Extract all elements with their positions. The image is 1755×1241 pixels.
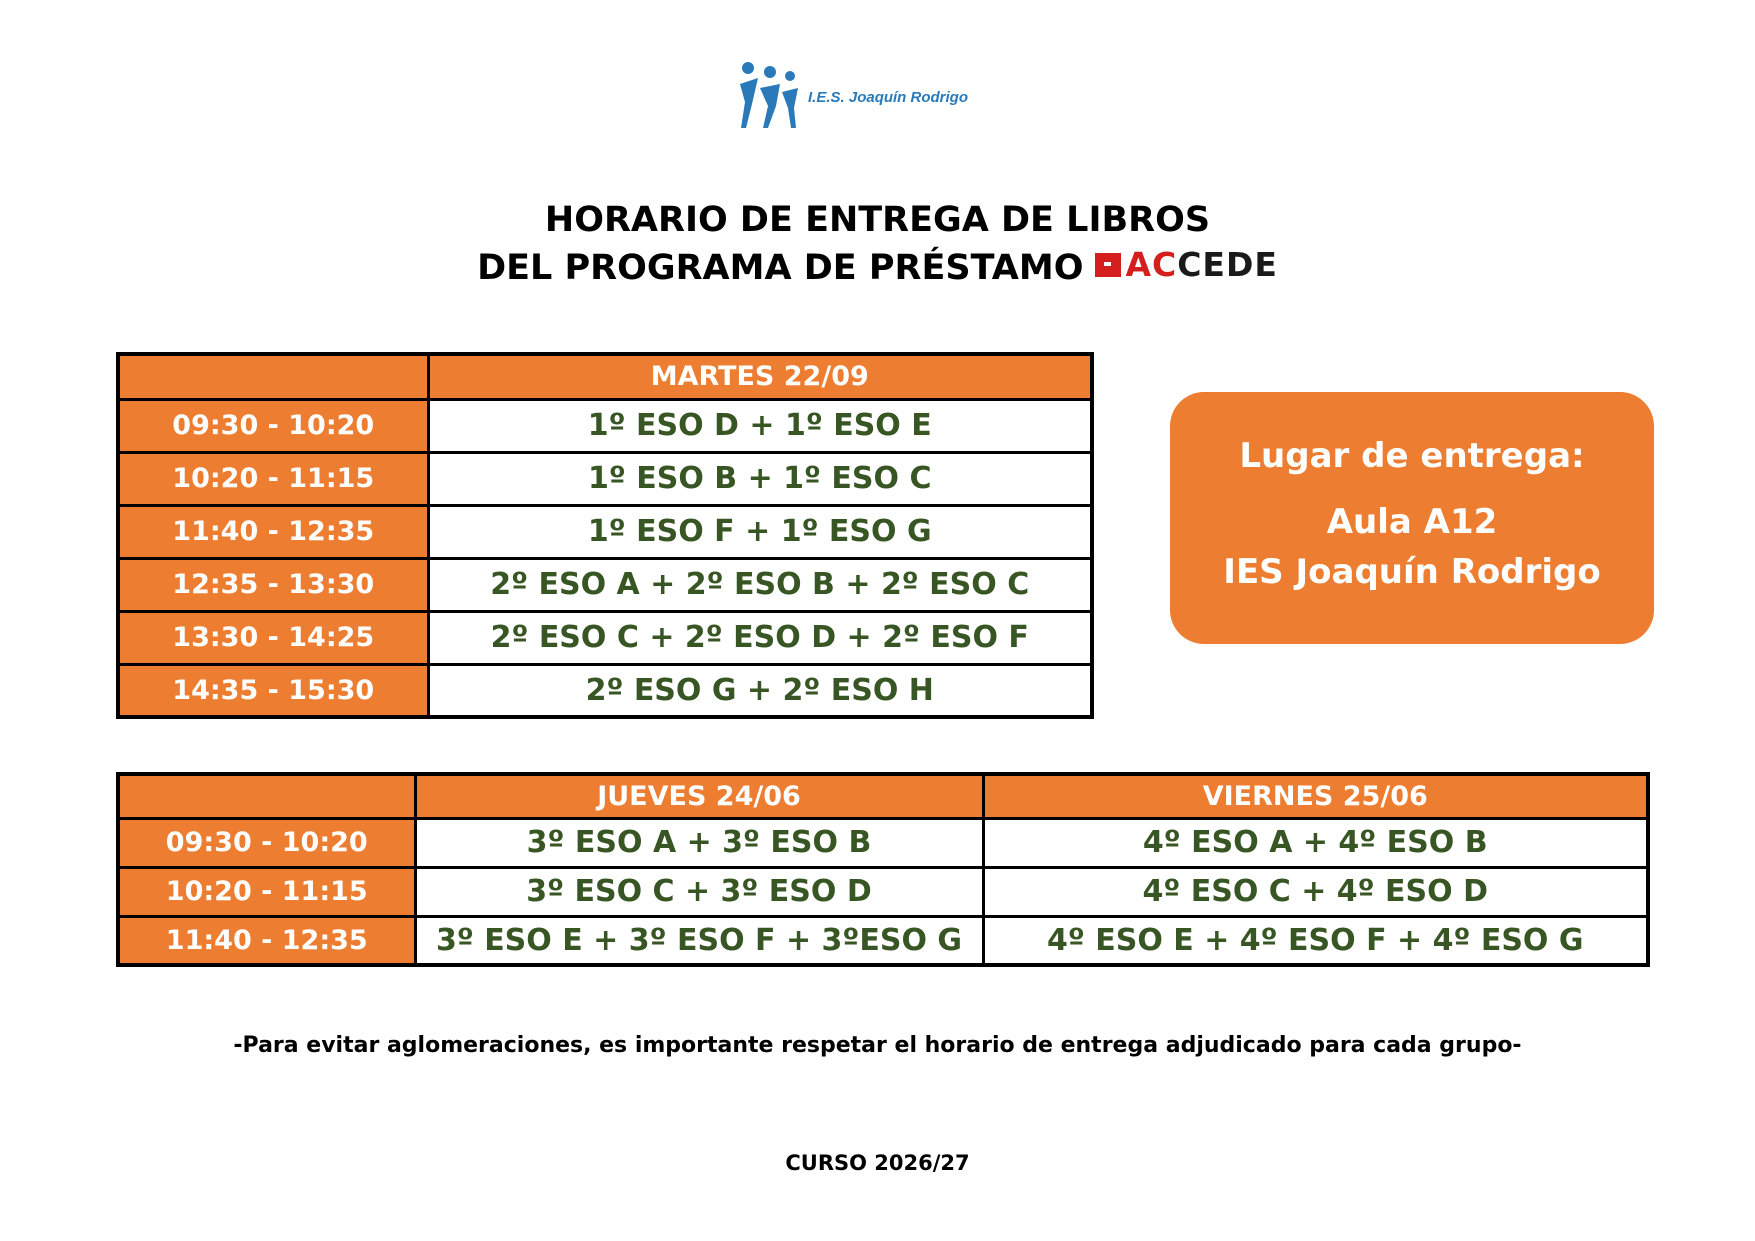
table-row: [118, 558, 1092, 611]
accede-logo-dark: CEDE: [1177, 245, 1278, 284]
groups-cell: 2º ESO A + 2º ESO B + 2º ESO C: [428, 558, 1092, 611]
table-row: [118, 867, 1648, 916]
table-row: [118, 505, 1092, 558]
time-cell: 12:35 - 13:30: [118, 558, 428, 611]
groups-cell: 3º ESO A + 3º ESO B: [415, 818, 983, 867]
delivery-place-heading: Lugar de entrega:: [1239, 436, 1585, 476]
header-day: VIERNES 25/06: [983, 774, 1648, 818]
crowding-note: -Para evitar aglomeraciones, es importante respetar el horario de entrega adjudicado para cada grupo-: [233, 1033, 1522, 1058]
delivery-place-room: Aula A12: [1326, 502, 1498, 542]
groups-cell: 4º ESO A + 4º ESO B: [983, 818, 1648, 867]
time-cell: 13:30 - 14:25: [118, 611, 428, 664]
groups-cell: 1º ESO B + 1º ESO C: [428, 452, 1092, 505]
table-row: [118, 452, 1092, 505]
time-cell: 09:30 - 10:20: [118, 818, 415, 867]
groups-cell: 4º ESO E + 4º ESO F + 4º ESO G: [983, 916, 1648, 965]
page-title-line2-text: DEL PROGRAMA DE PRÉSTAMO: [477, 248, 1084, 288]
madrid-flag-icon: [1095, 253, 1121, 277]
school-logo-figures-icon: [738, 58, 800, 130]
groups-cell: 4º ESO C + 4º ESO D: [983, 867, 1648, 916]
page-title-line2: [0, 242, 1755, 295]
page-title-line1: HORARIO DE ENTREGA DE LIBROS: [544, 200, 1211, 240]
header-day: MARTES 22/09: [428, 354, 1092, 399]
table-row: [118, 664, 1092, 717]
header-corner-cell: [118, 774, 415, 818]
table-row: [118, 818, 1648, 867]
schedule-table-thursday-friday: [116, 772, 1650, 967]
accede-logo: [1095, 239, 1277, 291]
time-cell: 09:30 - 10:20: [118, 399, 428, 452]
table-row: [118, 611, 1092, 664]
header-corner-cell: [118, 354, 428, 399]
delivery-place-box: [1170, 392, 1654, 644]
groups-cell: 2º ESO C + 2º ESO D + 2º ESO F: [428, 611, 1092, 664]
groups-cell: 1º ESO D + 1º ESO E: [428, 399, 1092, 452]
time-cell: 11:40 - 12:35: [118, 916, 415, 965]
groups-cell: 1º ESO F + 1º ESO G: [428, 505, 1092, 558]
groups-cell: 3º ESO E + 3º ESO F + 3ºESO G: [415, 916, 983, 965]
header-day: JUEVES 24/06: [415, 774, 983, 818]
groups-cell: 3º ESO C + 3º ESO D: [415, 867, 983, 916]
accede-logo-red: AC: [1125, 245, 1178, 284]
groups-cell: 2º ESO G + 2º ESO H: [428, 664, 1092, 717]
time-cell: 11:40 - 12:35: [118, 505, 428, 558]
time-cell: 10:20 - 11:15: [118, 452, 428, 505]
table-header-row: [118, 774, 1648, 818]
table-row: [118, 916, 1648, 965]
school-year: CURSO 2026/27: [785, 1151, 970, 1175]
table-row: [118, 399, 1092, 452]
school-name: I.E.S. Joaquín Rodrigo: [808, 88, 969, 106]
delivery-place-school: IES Joaquín Rodrigo: [1223, 552, 1601, 592]
time-cell: 14:35 - 15:30: [118, 664, 428, 717]
time-cell: 10:20 - 11:15: [118, 867, 415, 916]
table-header-row: [118, 354, 1092, 399]
schedule-table-tuesday: [116, 352, 1094, 719]
school-logo: [738, 58, 968, 130]
